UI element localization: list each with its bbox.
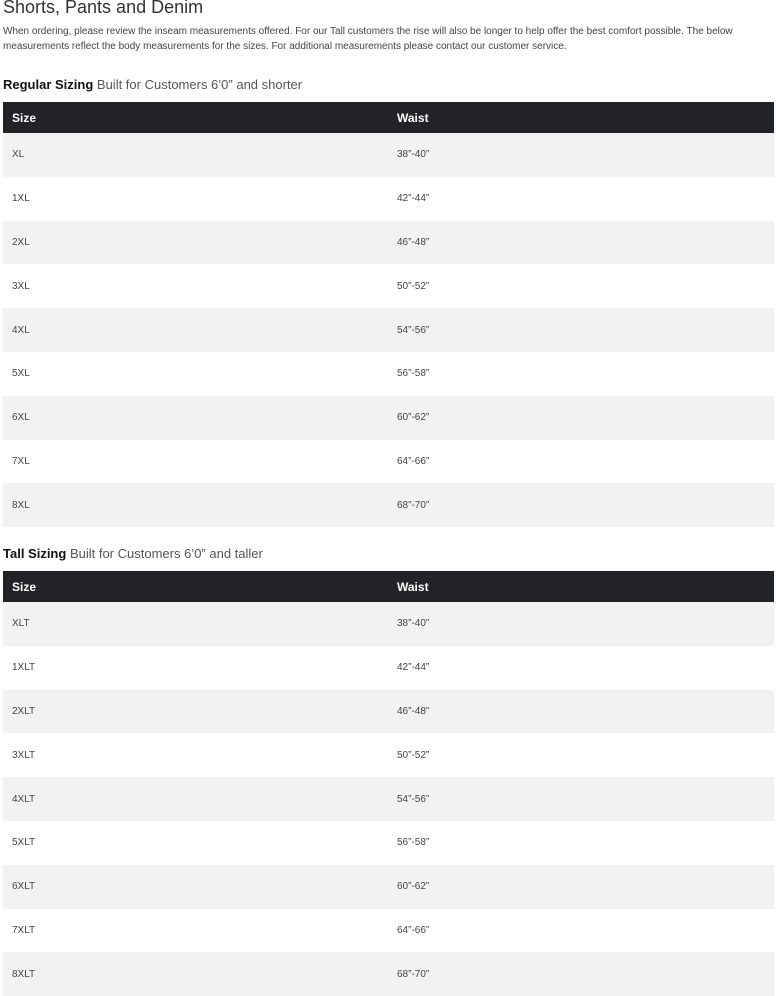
table-row xyxy=(3,483,774,527)
size-table xyxy=(3,102,774,527)
waist-cell: 46”-48” xyxy=(388,690,774,734)
waist-cell: 38”-40” xyxy=(388,602,774,646)
waist-cell: 64”-66” xyxy=(388,909,774,953)
size-cell: 4XL xyxy=(3,308,388,352)
section-heading-strong: Tall Sizing xyxy=(3,546,67,561)
column-header-size: Size xyxy=(3,102,388,133)
waist-cell: 38”-40” xyxy=(388,133,774,177)
size-cell: 7XL xyxy=(3,440,388,484)
section-heading xyxy=(3,74,774,102)
table-header-row xyxy=(3,102,774,133)
waist-cell: 68”-70” xyxy=(388,952,774,996)
table-row xyxy=(3,733,774,777)
table-row xyxy=(3,308,774,352)
waist-cell: 46”-48” xyxy=(388,221,774,265)
waist-cell: 64”-66” xyxy=(388,440,774,484)
table-row xyxy=(3,909,774,953)
column-header-waist: Waist xyxy=(388,102,774,133)
waist-cell: 56”-58” xyxy=(388,821,774,865)
table-row xyxy=(3,133,774,177)
size-cell: 8XLT xyxy=(3,952,388,996)
table-row xyxy=(3,396,774,440)
regular-sizing-section xyxy=(3,74,774,527)
section-heading-strong: Regular Sizing xyxy=(3,77,94,92)
table-row xyxy=(3,690,774,734)
table-row xyxy=(3,264,774,308)
section-heading-subtitle: Built for Customers 6’0” and shorter xyxy=(93,77,303,92)
size-cell: 2XLT xyxy=(3,690,388,734)
size-cell: 5XL xyxy=(3,352,388,396)
size-cell: 6XL xyxy=(3,396,388,440)
table-row xyxy=(3,646,774,690)
page-title: Shorts, Pants and Denim xyxy=(3,0,204,17)
size-cell: XL xyxy=(3,133,388,177)
size-cell: 6XLT xyxy=(3,865,388,909)
table-row xyxy=(3,952,774,996)
intro-text: When ordering, please review the inseam measurements offered. For our Tall customers the rise will also be longer to help offer the best comfort possible. The below measurements reflect the body measurements for the sizes. For additional measurements please contact our customer service. xyxy=(3,26,733,52)
section-heading-subtitle: Built for Customers 6’0” and taller xyxy=(66,546,263,561)
waist-cell: 50”-52” xyxy=(388,733,774,777)
section-heading xyxy=(3,543,774,571)
waist-cell: 42”-44” xyxy=(388,177,774,221)
waist-cell: 60”-62” xyxy=(388,865,774,909)
column-header-waist: Waist xyxy=(388,571,774,602)
size-cell: 5XLT xyxy=(3,821,388,865)
table-row xyxy=(3,352,774,396)
waist-cell: 68”-70” xyxy=(388,483,774,527)
size-cell: 3XL xyxy=(3,264,388,308)
waist-cell: 42”-44” xyxy=(388,646,774,690)
size-cell: 2XL xyxy=(3,221,388,265)
size-cell: 4XLT xyxy=(3,777,388,821)
table-row xyxy=(3,221,774,265)
waist-cell: 60”-62” xyxy=(388,396,774,440)
size-cell: 7XLT xyxy=(3,909,388,953)
size-cell: XLT xyxy=(3,602,388,646)
table-row xyxy=(3,602,774,646)
size-cell: 1XL xyxy=(3,177,388,221)
table-row xyxy=(3,177,774,221)
waist-cell: 54”-56” xyxy=(388,777,774,821)
size-cell: 1XLT xyxy=(3,646,388,690)
waist-cell: 50”-52” xyxy=(388,264,774,308)
table-row xyxy=(3,440,774,484)
table-header-row xyxy=(3,571,774,602)
table-row xyxy=(3,821,774,865)
column-header-size: Size xyxy=(3,571,388,602)
size-table xyxy=(3,571,774,996)
waist-cell: 56”-58” xyxy=(388,352,774,396)
size-cell: 8XL xyxy=(3,483,388,527)
table-row xyxy=(3,777,774,821)
tall-sizing-section xyxy=(3,543,774,996)
waist-cell: 54”-56” xyxy=(388,308,774,352)
size-cell: 3XLT xyxy=(3,733,388,777)
table-row xyxy=(3,865,774,909)
